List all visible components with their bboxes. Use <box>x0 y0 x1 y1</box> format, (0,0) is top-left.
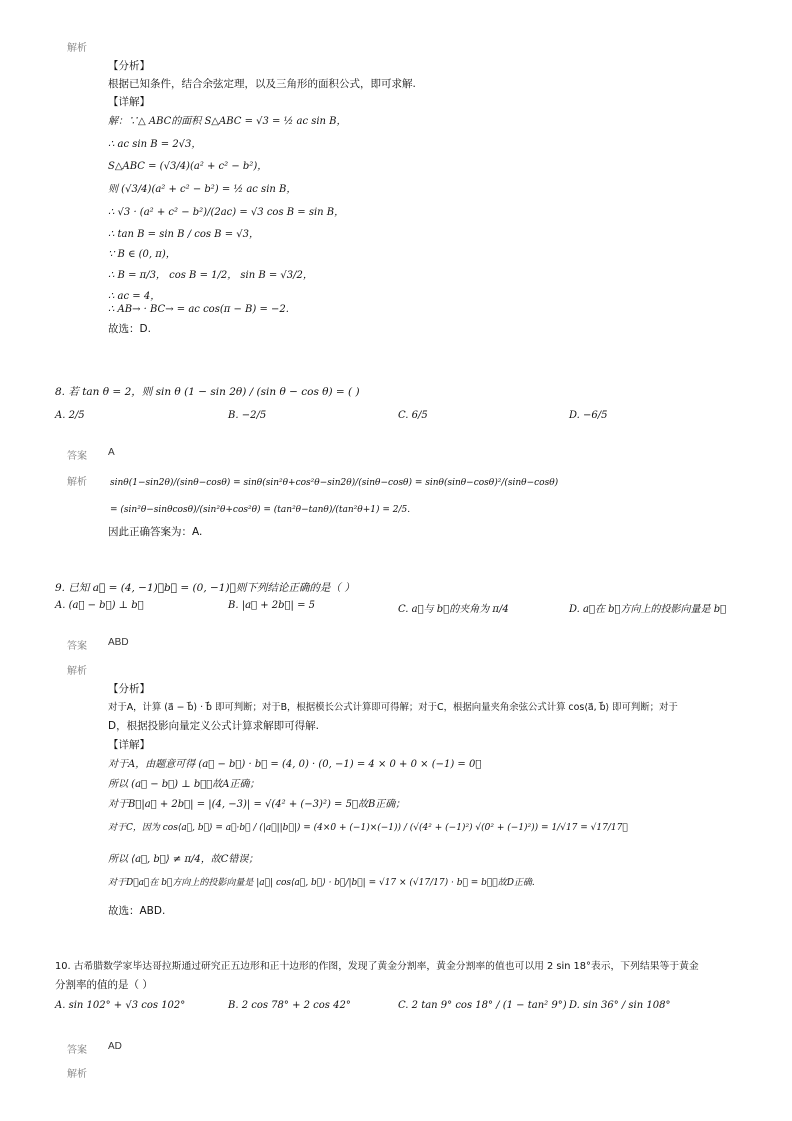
q8-derivation-line: sinθ(1−sin2θ)/(sinθ−cosθ) = sinθ(sin²θ+cos²θ−sin2θ)/(sinθ−cosθ) = sinθ(sinθ−cosθ)²/(sinθ−cosθ) <box>110 478 559 488</box>
q10-stem: 分割率的值的是（ ） <box>55 979 153 991</box>
q9-analysis-text: 对于A，计算 (a⃗ − b⃗) · b⃗ 即可判断；对于B，根据模长公式计算即可得解；对于C，根据向量夹角余弦公式计算 cos⟨a⃗, b⃗⟩ 即可判断；对于 <box>108 702 678 713</box>
q10-answer-label: 答案 <box>67 1045 87 1056</box>
solution-line: ∴ AB→ · BC→ = ac cos(π − B) = −2. <box>108 304 289 315</box>
solution-line: ∴ √3 · (a² + c² − b²)/(2ac) = √3 cos B = sin B， <box>108 207 345 218</box>
q9-analysis-label: 解析 <box>67 666 87 677</box>
q10-option-a: A. sin 102° + √3 cos 102° <box>55 1000 186 1011</box>
q8-option-d: D. −6/5 <box>569 410 608 421</box>
analysis-text: 根据已知条件，结合余弦定理，以及三角形的面积公式，即可求解. <box>108 78 416 90</box>
q9-detail-line: 对于B，|a⃗ + 2b⃗| = |(4, −3)| = √(4² + (−3)²) = 5，故B正确； <box>108 799 406 810</box>
q9-detail-line: 所以 ⟨a⃗, b⃗⟩ ≠ π/4，故C错误； <box>108 854 259 865</box>
solution-line: ∵ B ∈ (0, π)， <box>108 249 176 260</box>
q10-stem: 10. 古希腊数学家毕达哥拉斯通过研究正五边形和正十边形的作图，发现了黄金分割率，黄金分割率的值也可以用 2 sin 18°表示，下列结果等于黄金 <box>55 961 699 972</box>
q9-detail-line: 对于A，由题意可得 (a⃗ − b⃗) · b⃗ = (4, 0) · (0, −1) = 4 × 0 + 0 × (−1) = 0， <box>108 759 482 770</box>
q8-conclusion: 因此正确答案为：A. <box>108 526 203 538</box>
detail-tag: 【详解】 <box>108 96 150 108</box>
analysis-label: 解析 <box>67 43 87 54</box>
q9-analysis-text: D，根据投影向量定义公式计算求解即可得解. <box>108 720 319 732</box>
solution-line: ∴ B = π/3， cos B = 1/2， sin B = √3/2， <box>108 270 313 281</box>
solution-line: S△ABC = (√3/4)(a² + c² − b²)， <box>108 161 268 172</box>
q8-option-a: A. 2/5 <box>55 410 85 421</box>
q10-answer: AD <box>108 1041 122 1052</box>
q8-option-c: C. 6/5 <box>398 410 428 421</box>
q8-derivation-line: = (sin²θ−sinθcosθ)/(sin²θ+cos²θ) = (tan²θ−tanθ)/(tan²θ+1) = 2/5. <box>110 505 411 515</box>
q8-option-b: B. −2/5 <box>228 410 267 421</box>
q9-answer: ABD <box>108 637 129 648</box>
q9-option-a: A. (a⃗ − b⃗) ⊥ b⃗ <box>55 600 144 611</box>
q9-analysis-tag: 【分析】 <box>108 683 150 695</box>
solution-line: ∴ ac sin B = 2√3， <box>108 139 202 150</box>
solution-line: 解：∵△ ABC的面积 S△ABC = √3 = ½ ac sin B， <box>108 116 347 127</box>
q9-detail-line: 对于D，a⃗在 b⃗方向上的投影向量是 |a⃗| cos⟨a⃗, b⃗⟩ · b⃗/|b⃗| = √17 × (√17/17) · b⃗ = b⃗，故D正确. <box>108 878 535 888</box>
q8-analysis-label: 解析 <box>67 477 87 488</box>
q10-option-b: B. 2 cos 78° + 2 cos 42° <box>228 1000 351 1011</box>
q9-option-d: D. a⃗在 b⃗方向上的投影向量是 b⃗ <box>569 604 727 615</box>
solution-line: 则 (√3/4)(a² + c² − b²) = ½ ac sin B， <box>108 184 297 195</box>
q10-option-c: C. 2 tan 9° cos 18° / (1 − tan² 9°) <box>398 1000 567 1011</box>
choice-conclusion: 故选：D. <box>108 323 151 335</box>
q9-detail-tag: 【详解】 <box>108 739 150 751</box>
q9-option-c: C. a⃗与 b⃗的夹角为 π/4 <box>398 604 509 615</box>
q9-detail-line: 所以 (a⃗ − b⃗) ⊥ b⃗，故A正确； <box>108 779 260 790</box>
q10-option-d: D. sin 36° / sin 108° <box>569 1000 671 1011</box>
q9-conclusion: 故选：ABD. <box>108 905 166 917</box>
q9-stem: 9. 已知 a⃗ = (4, −1)，b⃗ = (0, −1)，则下列结论正确的是（ ） <box>55 582 355 594</box>
q9-answer-label: 答案 <box>67 641 87 652</box>
q8-stem: 8. 若 tan θ = 2，则 sin θ (1 − sin 2θ) / (sin θ − cos θ) = ( ) <box>55 386 360 398</box>
solution-line: ∴ tan B = sin B / cos B = √3， <box>108 229 260 240</box>
q9-option-b: B. |a⃗ + 2b⃗| = 5 <box>228 600 316 611</box>
solution-line: ∴ ac = 4， <box>108 291 161 302</box>
q10-analysis-label: 解析 <box>67 1069 87 1080</box>
analysis-tag: 【分析】 <box>108 60 150 72</box>
q9-detail-line: 对于C，因为 cos⟨a⃗, b⃗⟩ = a⃗·b⃗ / (|a⃗||b⃗|) = (4×0 + (−1)×(−1)) / (√(4² + (−1)²) √(0² + (−1)²)) = 1/√17 = √17/17， <box>108 823 628 833</box>
q8-answer: A <box>108 447 115 458</box>
q8-answer-label: 答案 <box>67 451 87 462</box>
